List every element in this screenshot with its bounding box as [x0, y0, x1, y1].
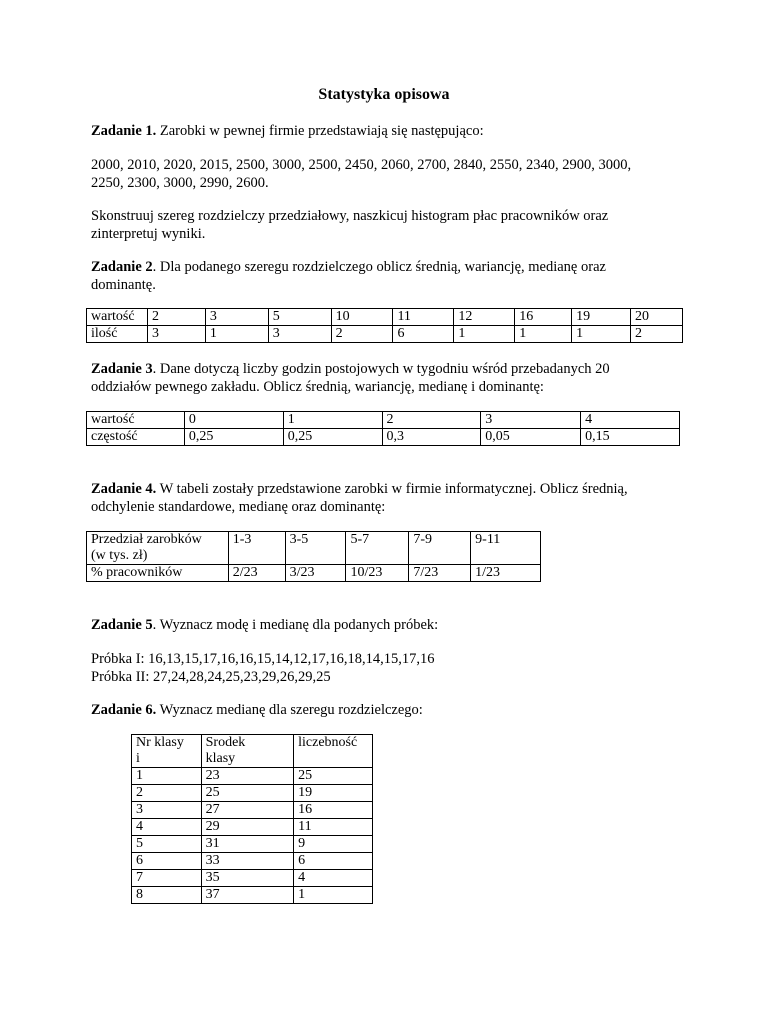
task-2-text-line-1: . Dla podanego szeregu rozdzielczego oblicz średnią, wariancję, medianę oraz — [152, 259, 606, 275]
table-cell: 0,25 — [184, 429, 283, 446]
task-5-sample-2: Próbka II: 27,24,28,24,25,23,29,26,29,25 — [91, 669, 331, 685]
table-cell: 11 — [393, 309, 454, 326]
task-1-instr-line-2: zinterpretuj wyniki. — [91, 226, 206, 242]
table-cell — [87, 532, 229, 565]
task-3-heading — [91, 360, 681, 396]
table-cell: 8 — [132, 887, 202, 904]
table-cell: 16 — [515, 309, 572, 326]
task-4-header-row — [87, 532, 541, 565]
table-cell: 4 — [294, 870, 373, 887]
table-row — [132, 768, 373, 785]
table-cell: 19 — [294, 785, 373, 802]
task-4-header-line-2: (w tys. zł) — [91, 548, 148, 563]
table-cell: 23 — [201, 768, 293, 785]
task-1-data-line-2: 2250, 2300, 3000, 2990, 2600. — [91, 175, 269, 191]
task-2-label: Zadanie 2 — [91, 259, 153, 275]
task-4-heading — [91, 480, 681, 516]
table-cell: 6 — [294, 853, 373, 870]
table-cell: 2/23 — [228, 565, 285, 582]
table-cell: 16 — [294, 802, 373, 819]
table-cell: 6 — [393, 326, 454, 343]
task-3-text-line-2: oddziałów pewnego zakładu. Oblicz średnią, wariancję, medianę i dominantę: — [91, 379, 544, 395]
table-cell: 0,05 — [481, 429, 581, 446]
task-4-text-line-1: W tabeli zostały przedstawione zarobki w firmie informatycznej. Oblicz średnią, — [156, 481, 628, 497]
table-cell: 19 — [572, 309, 631, 326]
task-6-table — [131, 734, 373, 904]
table-row — [132, 870, 373, 887]
task-6-heading — [91, 701, 681, 719]
task-5-label: Zadanie 5 — [91, 617, 153, 633]
table-cell: 31 — [201, 836, 293, 853]
table-cell: 1 — [283, 412, 382, 429]
task-5-heading — [91, 616, 681, 634]
table-cell: 7 — [132, 870, 202, 887]
table-cell: 2 — [382, 412, 481, 429]
task-6-col1-line-1: Nr klasy — [136, 735, 184, 750]
table-cell: 1/23 — [471, 565, 541, 582]
table-cell: 4 — [581, 412, 680, 429]
table-cell: 5 — [268, 309, 331, 326]
table-cell: 33 — [201, 853, 293, 870]
table-cell: 11 — [294, 819, 373, 836]
table-cell: 7-9 — [409, 532, 471, 565]
table-cell: wartość — [87, 412, 185, 429]
table-row — [132, 785, 373, 802]
task-1-text: Zarobki w pewnej firmie przedstawiają się następująco: — [156, 123, 484, 139]
table-cell: 0,15 — [581, 429, 680, 446]
table-cell: 5-7 — [346, 532, 409, 565]
table-cell: 37 — [201, 887, 293, 904]
task-4-percent-row — [87, 565, 541, 582]
task-5-text: . Wyznacz modę i medianę dla podanych próbek: — [152, 617, 439, 633]
table-cell: 9 — [294, 836, 373, 853]
task-6-label: Zadanie 6. — [91, 702, 157, 718]
table-cell: 27 — [201, 802, 293, 819]
table-row — [87, 326, 683, 343]
task-4-label: Zadanie 4. — [91, 481, 157, 497]
table-cell: 2 — [631, 326, 683, 343]
table-cell: 10/23 — [346, 565, 409, 582]
table-cell: 0,3 — [382, 429, 481, 446]
task-4-table — [86, 531, 541, 582]
table-cell: 1 — [205, 326, 268, 343]
task-6-text: Wyznacz medianę dla szeregu rozdzielczego: — [156, 702, 423, 718]
task-6-col1-line-2: i — [136, 751, 140, 766]
table-cell: % pracowników — [87, 565, 229, 582]
table-cell: 10 — [331, 309, 393, 326]
task-5-samples — [91, 650, 681, 686]
task-3-label: Zadanie 3 — [91, 361, 153, 377]
table-cell: 25 — [294, 768, 373, 785]
task-5-sample-1: Próbka I: 16,13,15,17,16,16,15,14,12,17,16,18,14,15,17,16 — [91, 651, 435, 667]
task-3-text-line-1: . Dane dotyczą liczby godzin postojowych w tygodniu wśród przebadanych 20 — [152, 361, 610, 377]
task-3-table — [86, 411, 680, 446]
table-row — [87, 412, 680, 429]
task-1-data — [91, 156, 681, 192]
table-cell: 3 — [132, 802, 202, 819]
table-cell: 29 — [201, 819, 293, 836]
table-cell: 6 — [132, 853, 202, 870]
table-cell: 5 — [132, 836, 202, 853]
table-row — [132, 853, 373, 870]
table-cell: 2 — [331, 326, 393, 343]
task-6-col2-line-1: Srodek — [205, 735, 246, 750]
table-row — [132, 887, 373, 904]
task-6-col2-line-2: klasy — [205, 751, 236, 766]
task-6-header-row — [132, 735, 373, 768]
table-cell: 3/23 — [285, 565, 346, 582]
task-1-heading — [91, 122, 681, 140]
table-cell: 1-3 — [228, 532, 285, 565]
table-cell: 1 — [294, 887, 373, 904]
table-row — [132, 819, 373, 836]
table-cell: 35 — [201, 870, 293, 887]
task-1-data-line-1: 2000, 2010, 2020, 2015, 2500, 3000, 2500, 2450, 2060, 2700, 2840, 2550, 2340, 2900, 3000, — [91, 157, 632, 173]
table-cell: 3 — [147, 326, 205, 343]
table-row — [87, 429, 680, 446]
task-1-instruction — [91, 207, 681, 243]
table-cell: 1 — [572, 326, 631, 343]
table-cell: 20 — [631, 309, 683, 326]
task-2-heading — [91, 258, 681, 294]
table-cell: 1 — [515, 326, 572, 343]
table-cell: 0,25 — [283, 429, 382, 446]
table-row — [132, 802, 373, 819]
table-cell: częstość — [87, 429, 185, 446]
task-2-table — [86, 308, 683, 343]
task-1-label: Zadanie 1. — [91, 123, 157, 139]
table-cell: 0 — [184, 412, 283, 429]
table-cell: 1 — [454, 326, 515, 343]
table-cell: 3 — [268, 326, 331, 343]
task-4-header-line-1: Przedział zarobków — [91, 532, 202, 547]
table-cell: ilość — [87, 326, 148, 343]
table-cell: 2 — [147, 309, 205, 326]
table-cell: 3-5 — [285, 532, 346, 565]
table-cell: wartość — [87, 309, 148, 326]
table-row — [132, 836, 373, 853]
table-cell: 3 — [481, 412, 581, 429]
table-cell: 12 — [454, 309, 515, 326]
task-4-text-line-2: odchylenie standardowe, medianę oraz dominantę: — [91, 499, 386, 515]
task-2-text-line-2: dominantę. — [91, 277, 156, 293]
table-cell: liczebność — [294, 735, 373, 768]
table-cell: 3 — [205, 309, 268, 326]
table-cell: 2 — [132, 785, 202, 802]
table-cell: 7/23 — [409, 565, 471, 582]
table-cell: 25 — [201, 785, 293, 802]
page-title: Statystyka opisowa — [318, 86, 450, 103]
table-cell — [132, 735, 202, 768]
table-row — [87, 309, 683, 326]
table-cell: 9-11 — [471, 532, 541, 565]
table-cell: 1 — [132, 768, 202, 785]
table-cell — [201, 735, 293, 768]
task-1-instr-line-1: Skonstruuj szereg rozdzielczy przedziałowy, naszkicuj histogram płac pracowników oraz — [91, 208, 609, 224]
table-cell: 4 — [132, 819, 202, 836]
